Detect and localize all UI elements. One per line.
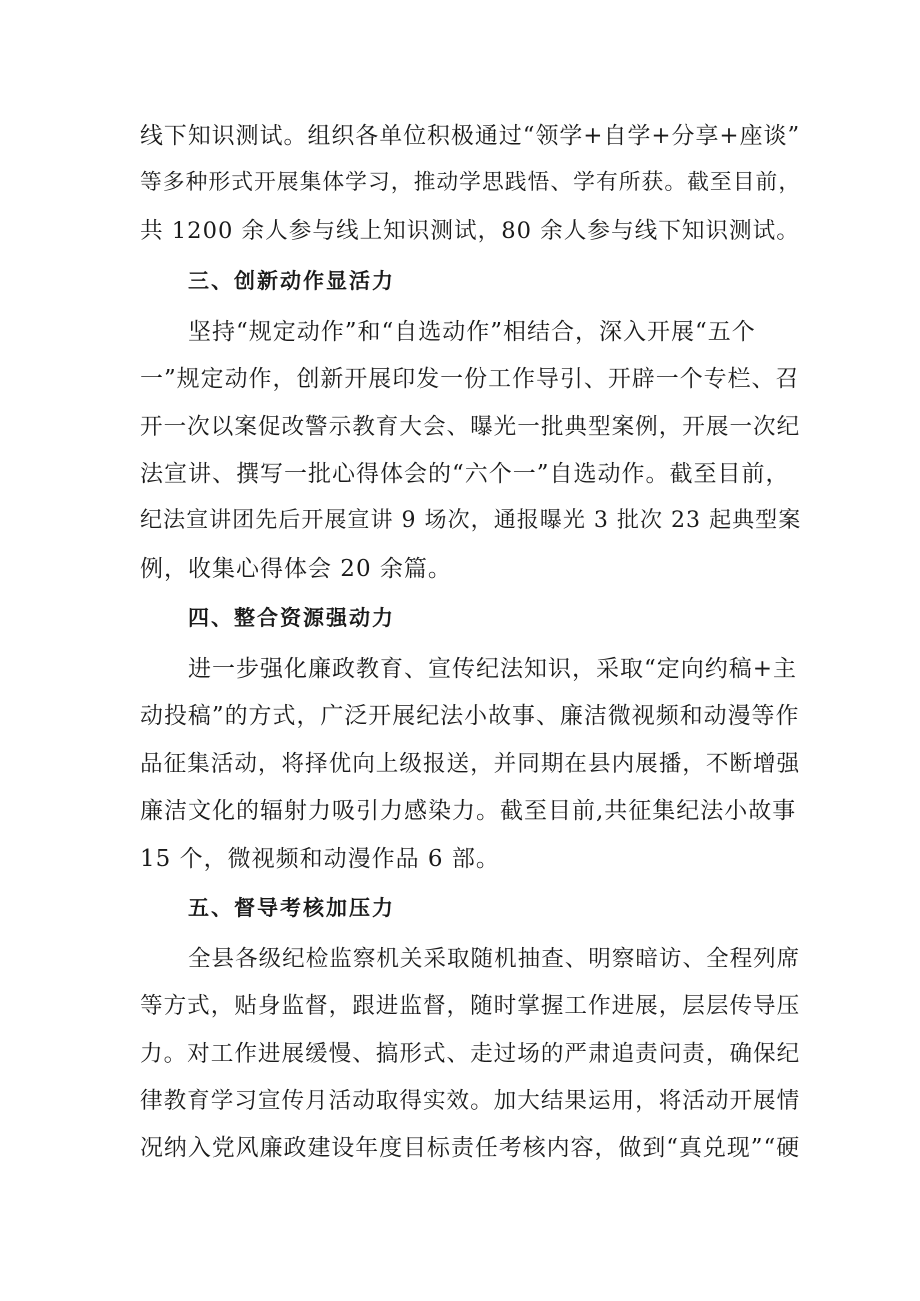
- paragraph-line: 等多种形式开展集体学习，推动学思践悟、学有所获。截至目前，: [140, 170, 802, 195]
- paragraph-line: 纪法宣讲团先后开展宣讲 9 场次，通报曝光 3 批次 23 起典型案: [140, 508, 802, 533]
- section-heading-3: 三、创新动作显活力: [188, 269, 395, 293]
- paragraph-line: 线下知识测试。组织各单位积极通过“领学+自学+分享+座谈”: [140, 123, 801, 149]
- section-heading-4: 四、整合资源强动力: [188, 606, 395, 630]
- paragraph-line: 况纳入党风廉政建设年度目标责任考核内容，做到“真兑现”“硬: [140, 1135, 801, 1161]
- section-heading-5: 五、督导考核加压力: [188, 896, 395, 920]
- paragraph-line: 法宣讲、撰写一批心得体会的“六个一”自选动作。截至目前，: [140, 461, 790, 487]
- paragraph-line: 15 个，微视频和动漫作品 6 部。: [140, 846, 500, 872]
- paragraph-line: 品征集活动，将择优向上级报送，并同期在县内展播，不断增强: [140, 751, 801, 777]
- paragraph-line: 开一次以案促改警示教育大会、曝光一批典型案例，开展一次纪: [140, 414, 801, 440]
- paragraph-line: 例，收集心得体会 20 余篇。: [140, 556, 452, 582]
- paragraph-line: 一”规定动作，创新开展印发一份工作导引、开辟一个专栏、召: [140, 366, 800, 392]
- paragraph-line: 动投稿”的方式，广泛开展纪法小故事、廉洁微视频和动漫等作: [140, 703, 800, 729]
- paragraph-line: 进一步强化廉政教育、宣传纪法知识，采取“定向约稿+主: [188, 656, 798, 682]
- paragraph-line: 共 1200 余人参与线上知识测试，80 余人参与线下知识测试。: [140, 218, 800, 244]
- paragraph-line: 坚持“规定动作”和“自选动作”相结合，深入开展“五个: [188, 319, 756, 345]
- paragraph-line: 力。对工作进展缓慢、搞形式、走过场的严肃追责问责，确保纪: [140, 1041, 801, 1067]
- paragraph-line: 律教育学习宣传月活动取得实效。加大结果运用，将活动开展情: [140, 1088, 801, 1114]
- paragraph-line: 等方式，贴身监督，跟进监督，随时掌握工作进展，层层传导压: [140, 993, 801, 1019]
- paragraph-line: 廉洁文化的辐射力吸引力感染力。截至目前,共征集纪法小故事: [140, 798, 797, 824]
- paragraph-line: 全县各级纪检监察机关采取随机抽查、明察暗访、全程列席: [188, 946, 801, 972]
